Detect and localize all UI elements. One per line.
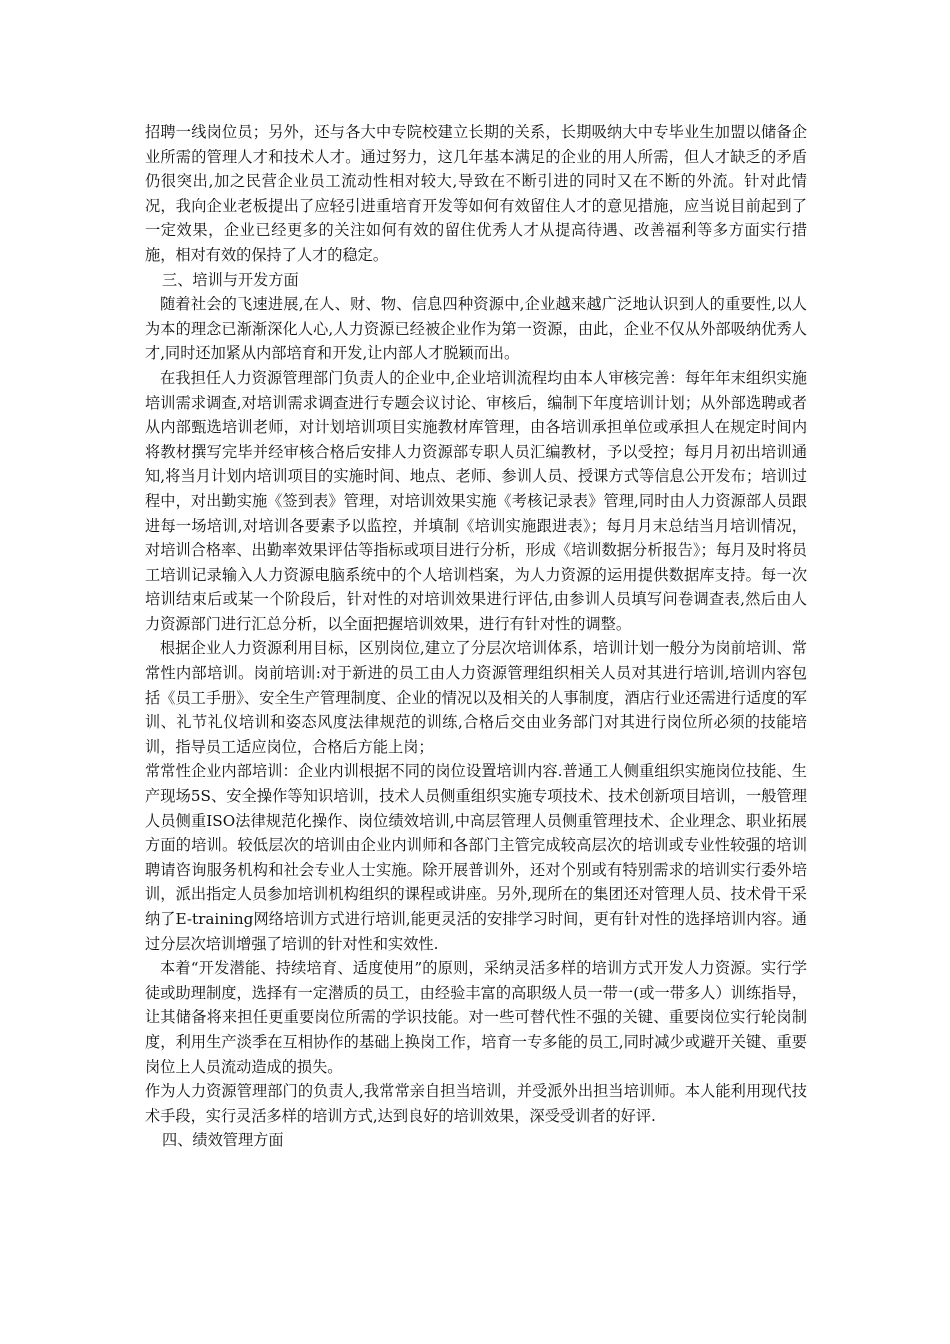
section-heading-performance: 四、绩效管理方面 (162, 1131, 284, 1150)
section-heading-training: 三、培训与开发方面 (162, 270, 299, 289)
paragraph-internal-training: 常常性企业内部培训：企业内训根据不同的岗位设置培训内容.普通工人侧重组织实施岗位技能、生产现场5S、安全操作等知识培训，技术人员侧重组织实施专项技术、技术创新项目培训，一般管理人员侧重ISO法律规范化操作、岗位绩效培训,中高层管理人员侧重管理技术、企业理念、职业拓展方面的培训。较低层次的培训由企业内训师和各部门主管完成较高层次的培训或专业性较强的培训聘请咨询服务机构和社会专业人士实施。除开展普训外，还对个别或有特别需求的培训实行委外培训，派出指定人员参加培训机构组织的课程或讲座。另外,现所在的集团还对管理人员、技术骨干采纳了E-training网络培训方式进行培训,能更灵活的安排学习时间，更有针对性的选择培训内容。通过分层次培训增强了培训的针对性和实效性. (145, 762, 807, 953)
paragraph-personal-role: 作为人力资源管理部门的负责人,我常常亲自担当培训，并受派外出担当培训师。本人能利用现代技术手段，实行灵活多样的培训方式,达到良好的培训效果，深受受训者的好评. (145, 1082, 807, 1125)
paragraph-training-process: 在我担任人力资源管理部门负责人的企业中,企业培训流程均由本人审核完善：每年年末组织实施培训需求调查,对培训需求调查进行专题会议讨论、审核后，编制下年度培训计划；从外部选聘或者从内部甄选培训老师，对计划培训项目实施教材库管理，由各培训承担单位或承担人在规定时间内将教材撰写完毕并经审核合格后安排人力资源部专职人员汇编教材，予以受控；每月月初出培训通知,将当月计划内培训项目的实施时间、地点、老师、参训人员、授课方式等信息公开发布；培训过程中，对出勤实施《签到表》管理，对培训效果实施《考核记录表》管理,同时由人力资源部人员跟进每一场培训,对培训各要素予以监控，并填制《培训实施跟进表》；每月月末总结当月培训情况，对培训合格率、出勤率效果评估等指标或项目进行分析，形成《培训数据分析报告》；每月及时将员工培训记录输入人力资源电脑系统中的个人培训档案，为人力资源的运用提供数据库支持。每一次培训结束后或某一个阶段后，针对性的对培训效果进行评估,由参训人员填写问卷调查表,然后由人力资源部门进行汇总分析，以全面把握培训效果，进行有针对性的调整。 (145, 368, 807, 633)
paragraph-development-principle: 本着“开发潜能、持续培育、适度使用”的原则，采纳灵活多样的培训方式开发人力资源。实行学徒或助理制度，选择有一定潜质的员工，由经验丰富的高职级人员一带一(或一带多人）训练指导，让其储备将来担任更重要岗位所需的学识技能。对一些可替代性不强的关键、重要岗位实行轮岗制度，利用生产淡季在互相协作的基础上换岗工作，培育一专多能的员工,同时减少或避开关键、重要岗位上人员流动造成的损失。 (145, 959, 807, 1076)
paragraph-training-intro: 随着社会的飞速进展,在人、财、物、信息四种资源中,企业越来越广泛地认识到人的重要性,以人为本的理念已渐渐深化人心,人力资源已经被企业作为第一资源，由此，企业不仅从外部吸纳优秀人才,同时还加紧从内部培育和开发,让内部人才脱颖而出。 (145, 295, 807, 363)
paragraph-training-system: 根据企业人力资源利用目标，区别岗位,建立了分层次培训体系，培训计划一般分为岗前培训、常常性内部培训。岗前培训:对于新进的员工由人力资源管理组织相关人员对其进行培训,培训内容包括《员工手册》、安全生产管理制度、企业的情况以及相关的人事制度，酒店行业还需进行适度的军训、礼节礼仪培训和姿态风度法律规范的训练,合格后交由业务部门对其进行岗位所必须的技能培训，指导员工适应岗位，合格后方能上岗； (145, 639, 807, 756)
document-body (145, 120, 807, 1153)
paragraph-recruitment-continued: 招聘一线岗位员；另外，还与各大中专院校建立长期的关系，长期吸纳大中专毕业生加盟以储备企业所需的管理人才和技术人才。通过努力，这几年基本满足的企业的用人所需，但人才缺乏的矛盾仍很突出,加之民营企业员工流动性相对较大,导致在不断引进的同时又在不断的外流。针对此情况，我向企业老板提出了应轻引进重培育开发等如何有效留住人才的意见措施，应当说目前起到了一定效果，企业已经更多的关注如何有效的留住优秀人才从提高待遇、改善福利等多方面实行措施，相对有效的保持了人才的稳定。 (145, 123, 807, 264)
